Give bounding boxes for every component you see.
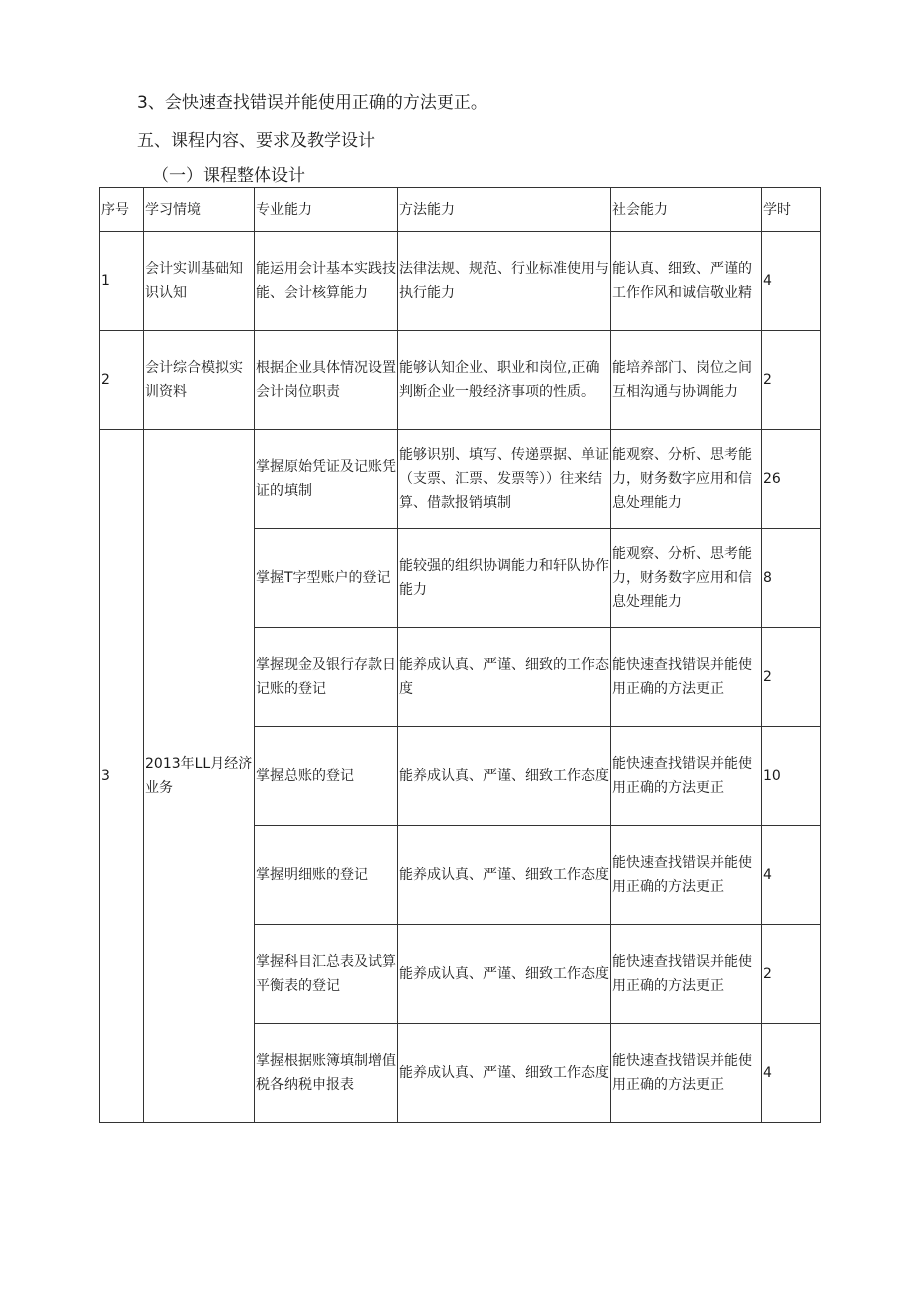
situation-cell: 会计综合模拟实训资料 — [144, 331, 255, 430]
header-cell: 序号 — [100, 188, 144, 232]
header-cell: 学习情境 — [144, 188, 255, 232]
professional-cell: 掌握根据账簿填制增值税各纳税申报表 — [255, 1024, 398, 1123]
social-cell: 能快速查找错误并能使用正确的方法更正 — [611, 925, 762, 1024]
professional-cell: 掌握现金及银行存款日记账的登记 — [255, 628, 398, 727]
header-cell: 方法能力 — [398, 188, 611, 232]
professional-cell: 掌握总账的登记 — [255, 727, 398, 826]
hours-cell: 4 — [762, 1024, 821, 1123]
social-cell: 能培养部门、岗位之间互相沟通与协调能力 — [611, 331, 762, 430]
header-cell: 专业能力 — [255, 188, 398, 232]
hours-cell: 4 — [762, 826, 821, 925]
hours-cell: 10 — [762, 727, 821, 826]
method-cell: 能够认知企业、职业和岗位,正确判断企业一般经济事项的性质。 — [398, 331, 611, 430]
header-cell: 社会能力 — [611, 188, 762, 232]
hours-cell: 2 — [762, 331, 821, 430]
method-cell: 能养成认真、严谨、细致的工作态度 — [398, 628, 611, 727]
hours-cell: 26 — [762, 430, 821, 529]
table-header-row — [100, 188, 821, 232]
method-cell: 能养成认真、严谨、细致工作态度 — [398, 925, 611, 1024]
social-cell: 能观察、分析、思考能力，财务数字应用和信息处理能力 — [611, 529, 762, 628]
method-cell: 能够识别、填写、传递票据、单证（支票、汇票、发票等））往来结算、借款报销填制 — [398, 430, 611, 529]
subsection-heading: （一）课程整体设计 — [152, 166, 305, 186]
list-item-3: 3、会快速查找错误并能使用正确的方法更正。 — [137, 93, 488, 113]
hours-cell: 2 — [762, 628, 821, 727]
header-cell: 学时 — [762, 188, 821, 232]
method-cell: 能较强的组织协调能力和轩队协作能力 — [398, 529, 611, 628]
course-design-table — [99, 187, 821, 1123]
method-cell: 能养成认真、严谨、细致工作态度 — [398, 1024, 611, 1123]
social-cell: 能快速查找错误并能使用正确的方法更正 — [611, 628, 762, 727]
hours-cell: 8 — [762, 529, 821, 628]
table-row — [100, 232, 821, 331]
situation-cell: 会计实训基础知识认知 — [144, 232, 255, 331]
method-cell: 法律法规、规范、行业标准使用与执行能力 — [398, 232, 611, 331]
social-cell: 能观察、分析、思考能力，财务数字应用和信息处理能力 — [611, 430, 762, 529]
social-cell: 能认真、细致、严谨的工作作风和诚信敬业精 — [611, 232, 762, 331]
row-number: 1 — [100, 232, 144, 331]
professional-cell: 掌握T字型账户的登记 — [255, 529, 398, 628]
professional-cell: 能运用会计基本实践技能、会计核算能力 — [255, 232, 398, 331]
method-cell: 能养成认真、严谨、细致工作态度 — [398, 727, 611, 826]
professional-cell: 根据企业具体情况设置会计岗位职责 — [255, 331, 398, 430]
social-cell: 能快速查找错误并能使用正确的方法更正 — [611, 727, 762, 826]
section-heading: 五、课程内容、要求及教学设计 — [137, 131, 375, 151]
hours-cell: 4 — [762, 232, 821, 331]
row-number: 2 — [100, 331, 144, 430]
professional-cell: 掌握科目汇总表及试算平衡表的登记 — [255, 925, 398, 1024]
hours-cell: 2 — [762, 925, 821, 1024]
social-cell: 能快速查找错误并能使用正确的方法更正 — [611, 826, 762, 925]
professional-cell: 掌握原始凭证及记账凭证的填制 — [255, 430, 398, 529]
table-row — [100, 430, 821, 529]
social-cell: 能快速查找错误并能使用正确的方法更正 — [611, 1024, 762, 1123]
table-row — [100, 331, 821, 430]
row-number: 3 — [100, 430, 144, 1123]
method-cell: 能养成认真、严谨、细致工作态度 — [398, 826, 611, 925]
professional-cell: 掌握明细账的登记 — [255, 826, 398, 925]
situation-cell: 2013年LL月经济业务 — [144, 430, 255, 1123]
